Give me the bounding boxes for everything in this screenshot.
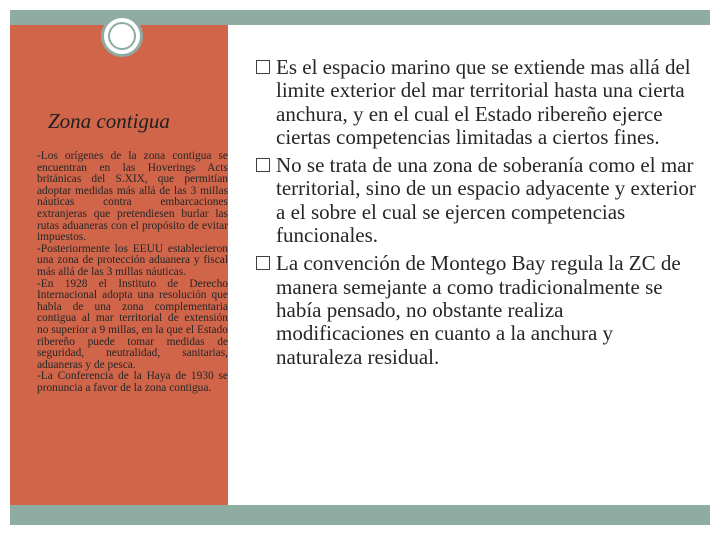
checkbox-square-icon: [256, 256, 270, 270]
bullet-item: [256, 154, 696, 247]
bullet-text: La convención de Montego Bay regula la ZC de manera semejante a como tradicionalmente se había pensado, no obstante realiza modificaciones en cuanto a la anchura y naturaleza residual.: [276, 251, 681, 369]
checkbox-square-icon: [256, 158, 270, 172]
panel-title: Zona contigua: [48, 109, 170, 133]
panel-paragraph: -Los orígenes de la zona contigua se encuentran en las Hoverings Acts británicas del S.XIX, que permitían adoptar medidas más allá de las 3 millas náuticas contra embarcaciones extranjeras que pretendiesen burlar las rutas aduaneras con el propósito de evitar impuestos.: [37, 150, 228, 244]
panel-paragraph: -En 1928 el Instituto de Derecho Internacional adopta una resolución que habla de una zona complementaria contigua al mar territorial de extensión no superior a 9 millas, en la que el Estado ribereño puede tomar medidas de seguridad, neutralidad, sanitarias, aduaneras y de pesca.: [37, 277, 228, 371]
bullet-text: No se trata de una zona de soberanía como el mar territorial, sino de un espacio adyacente y exterior a el sobre el cual se ejercen competencias funcionales.: [276, 153, 696, 248]
bullet-item: [256, 252, 696, 368]
bullet-item: [256, 56, 696, 149]
panel-paragraph: -Posteriormente los EEUU establecieron una zona de protección aduanera y fiscal más allá de las 3 millas náuticas.: [37, 242, 228, 278]
checkbox-square-icon: [256, 60, 270, 74]
panel-text: [37, 151, 228, 394]
bullet-text: Es el espacio marino que se extiende mas allá del limite exterior del mar territorial hasta una cierta anchura, y en el cual el Estado ribereño ejerce ciertas competencias limitadas a ciertos fines.: [276, 55, 691, 149]
panel-paragraph: -La Conferencia de la Haya de 1930 se pronuncia a favor de la zona contigua.: [37, 370, 228, 394]
bullet-list: [256, 56, 696, 374]
circle-ring-icon: [101, 15, 143, 57]
side-panel: [10, 25, 228, 505]
bottom-accent-bar: [10, 505, 710, 525]
